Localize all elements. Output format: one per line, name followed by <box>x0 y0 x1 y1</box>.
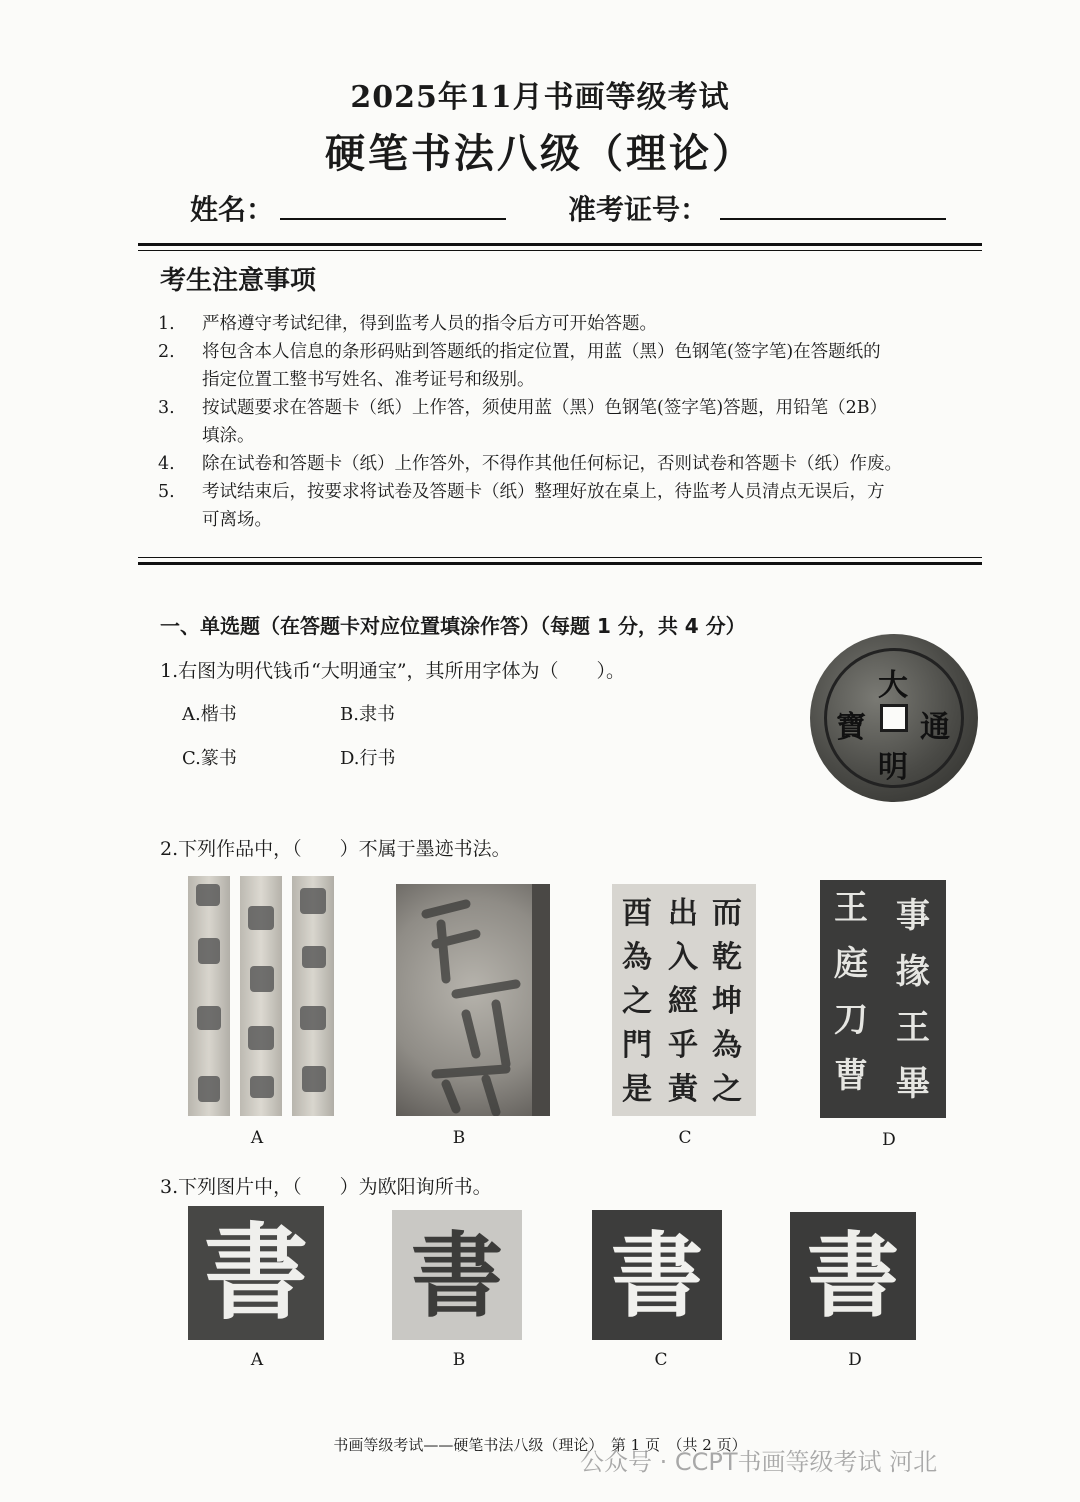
q3-c-glyph: 書 <box>610 1222 703 1330</box>
coin-square-hole <box>880 704 908 732</box>
bottom-rule-thin <box>138 557 982 558</box>
q3-label-c: C <box>654 1350 668 1370</box>
coin-char-bottom: 明 <box>878 750 908 785</box>
exam-subtitle: 硬笔书法八级（理论） <box>325 130 755 177</box>
notice-line: 按试题要求在答题卡（纸）上作答，须使用蓝（黑）色钢笔(签字笔)答题，用铅笔（2B） <box>202 398 888 418</box>
name-blank <box>280 218 506 220</box>
coin-char-top: 大 <box>878 668 908 703</box>
name-label: 姓名： <box>190 193 275 226</box>
notice-number: 1. <box>158 314 175 334</box>
notice-item <box>158 338 1008 394</box>
exam-title: 2025年11月书画等级考试 <box>350 80 730 115</box>
notice-list <box>158 310 1008 534</box>
q2-label-a: A <box>250 1128 264 1148</box>
q3-image-b <box>392 1210 522 1340</box>
section-title: 一、单选题（在答题卡对应位置填涂作答）（每题 1 分，共 4 分） <box>160 614 746 638</box>
q3-label-a: A <box>250 1350 264 1370</box>
notice-item <box>158 394 1008 450</box>
q2-label-b: B <box>452 1128 466 1148</box>
q3-image-c <box>592 1210 722 1340</box>
notice-line: 考试结束后，按要求将试卷及答题卡（纸）整理好放在桌上，待监考人员清点无误后，方 <box>202 482 885 502</box>
q2-image-a <box>188 876 334 1116</box>
q3-image-a <box>188 1206 324 1340</box>
id-blank <box>720 218 946 220</box>
notice-number: 3. <box>158 398 175 418</box>
notice-item <box>158 450 1008 478</box>
coin-char-left: 寶 <box>836 710 866 745</box>
notice-item <box>158 310 1008 338</box>
notice-title: 考生注意事项 <box>160 266 317 296</box>
page-footer: 书画等级考试——硬笔书法八级（理论） 第 1 页 （共 2 页） <box>333 1436 747 1454</box>
q2-image-d <box>820 880 946 1118</box>
notice-line: 指定位置工整书写姓名、准考证号和级别。 <box>202 370 535 390</box>
q2-label-d: D <box>882 1130 896 1150</box>
q2-d-column-2: 王庭刀曹 <box>834 888 868 1096</box>
q3-image-d <box>790 1212 916 1340</box>
q2-label-c: C <box>678 1128 692 1148</box>
question-2-text: 2.下列作品中，（ ）不属于墨迹书法。 <box>160 838 511 860</box>
notice-number: 5. <box>158 482 175 502</box>
q2-c-column-3: 酉為之門是 <box>622 896 652 1107</box>
q1-option-b: B.隶书 <box>340 704 395 725</box>
q2-image-c <box>612 884 756 1116</box>
q1-option-c: C.篆书 <box>182 748 237 769</box>
q2-c-column-2: 出入經乎黃 <box>668 896 698 1107</box>
notice-line: 填涂。 <box>202 426 255 446</box>
q1-option-a: A.楷书 <box>182 704 237 725</box>
q3-d-glyph: 書 <box>806 1222 899 1330</box>
notice-number: 2. <box>158 342 175 362</box>
q3-a-glyph: 書 <box>203 1211 308 1334</box>
q3-label-d: D <box>848 1350 862 1370</box>
bottom-rule-thick <box>138 562 982 565</box>
q2-c-column-1: 而乾坤為之 <box>712 896 742 1107</box>
watermark: 公众号 · CCPT书画等级考试 河北 <box>580 1448 938 1476</box>
top-rule-thick <box>138 243 982 246</box>
coin-image <box>810 634 978 802</box>
q2-image-b <box>396 884 550 1116</box>
notice-line: 可离场。 <box>202 510 272 530</box>
q1-option-d: D.行书 <box>340 748 396 769</box>
notice-line: 将包含本人信息的条形码贴到答题纸的指定位置，用蓝（黑）色钢笔(签字笔)在答题纸的 <box>202 342 881 362</box>
q3-b-glyph: 書 <box>410 1222 503 1330</box>
top-rule-thin <box>138 250 982 251</box>
notice-line: 除在试卷和答题卡（纸）上作答外，不得作其他任何标记，否则试卷和答题卡（纸）作废。 <box>202 454 902 474</box>
coin-char-right: 通 <box>920 710 950 745</box>
q2-d-column-1: 事掾王畢 <box>896 896 930 1104</box>
question-1-text: 1.右图为明代钱币“大明通宝”，其所用字体为（ ）。 <box>160 660 626 682</box>
notice-item <box>158 478 1008 534</box>
question-3-text: 3.下列图片中，（ ）为欧阳询所书。 <box>160 1176 492 1198</box>
notice-line: 严格遵守考试纪律，得到监考人员的指令后方可开始答题。 <box>202 314 657 334</box>
notice-number: 4. <box>158 454 175 474</box>
id-label: 准考证号： <box>568 193 709 226</box>
q3-label-b: B <box>452 1350 466 1370</box>
